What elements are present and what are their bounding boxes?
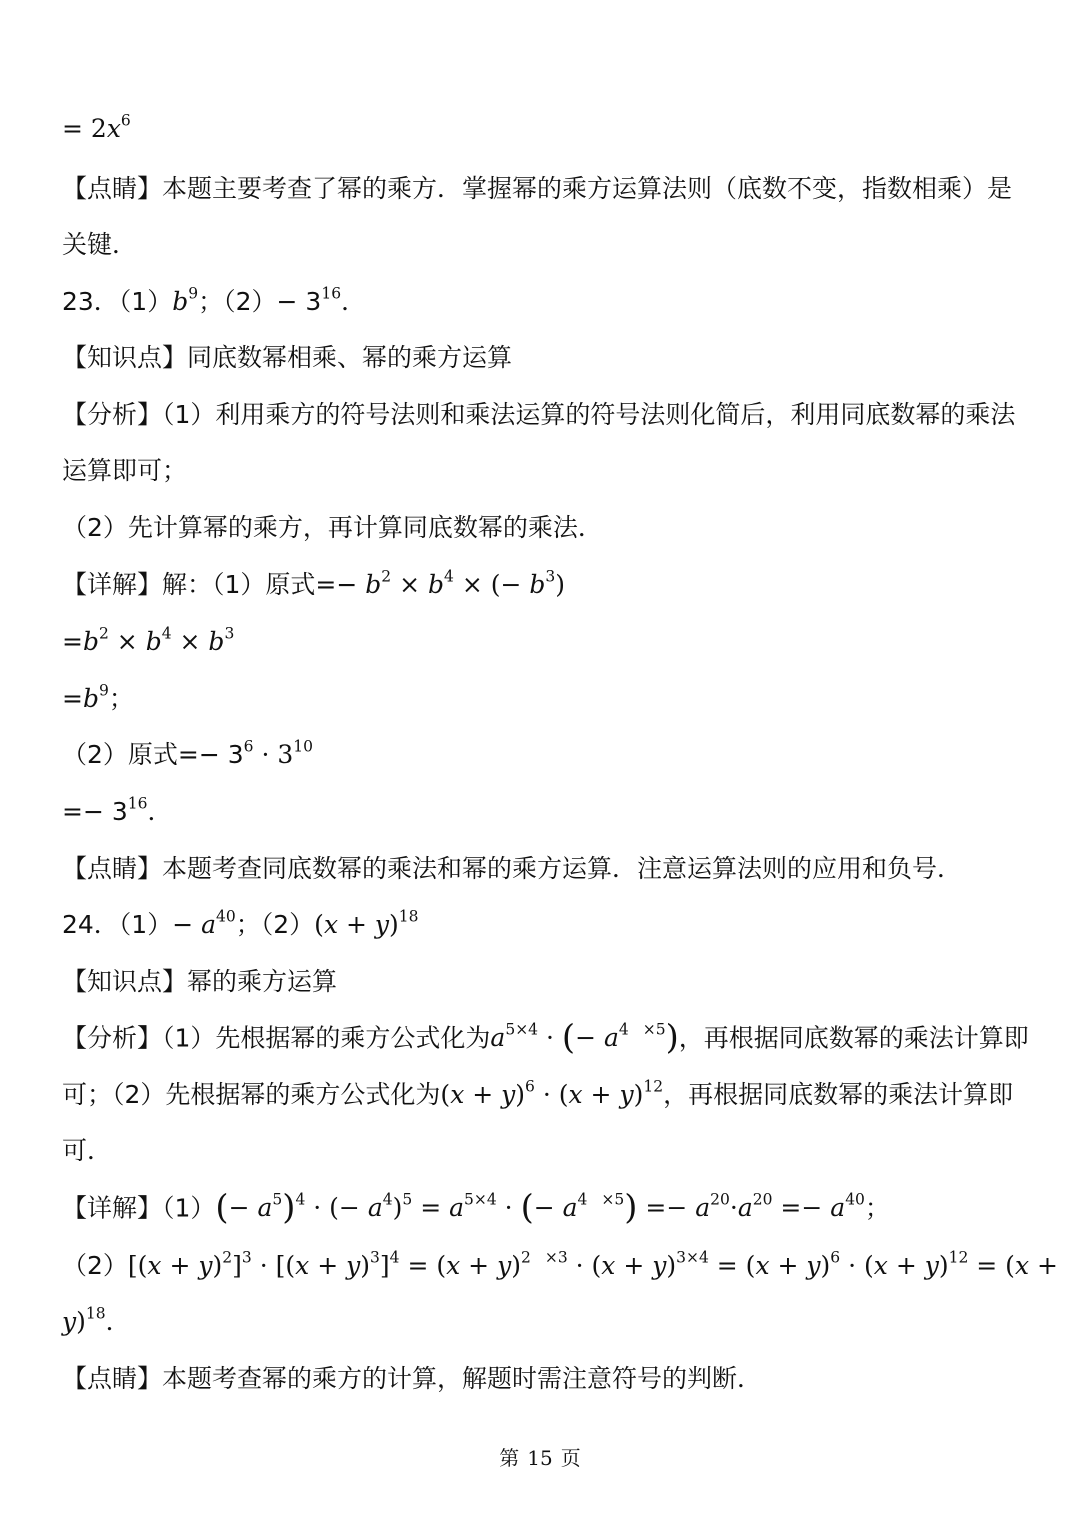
solution-24-part1: 【详解】$(1)(- a^5)^4$ · (− $a^4)^5 = a^{5\times 4}$ · (− $a^4$ $^{\times 5}) =- a^{20}\cdot a^{20} =- a^{40}$； bbox=[62, 1188, 890, 1227]
knowledge-point-24: 【知识点】幂的乘方运算 bbox=[62, 967, 338, 996]
analysis-23: 【分析】（1）利用乘方的符号法则和乘法运算的符号法则化简后，利用同底数幂的乘法 bbox=[62, 400, 1016, 429]
analysis-23-part2: （2）先计算幂的乘方，再计算同底数幂的乘法． bbox=[62, 513, 603, 542]
solution-23-part2-step2: =− $3^{16}$． bbox=[62, 794, 173, 826]
analysis-23-cont: 运算即可； bbox=[62, 456, 188, 485]
solution-23-part2-step1: （2）原式=− $3^6 \cdot 3^{10}$ bbox=[62, 737, 314, 769]
comment-paragraph-cont: 关键． bbox=[62, 230, 138, 259]
analysis-24: 【分析】（1）先根据幂的乘方公式化为$a^{5\times 4}$ · (− $a^4$ $^{\times 5}$)，再根据同底数幂的乘法计算即 bbox=[62, 1018, 1029, 1057]
page-number: 15 bbox=[527, 1446, 553, 1470]
solution-23-step1: 【详解】解：（1）原式=− $b^2 \times b^4$ × (− $b^3$) bbox=[62, 567, 566, 599]
page-footer: 第 15 页 bbox=[499, 1446, 581, 1470]
comment-paragraph: 【点睛】本题主要考查了幂的乘方．掌握幂的乘方运算法则（底数不变，指数相乘）是 bbox=[62, 174, 1013, 203]
analysis-24-cont: 可；（2）先根据幂的乘方公式化为$(x + y)^6 \cdot (x + y)^{12}$，再根据同底数幂的乘法计算即 bbox=[62, 1077, 1014, 1109]
question-24-answer: 24．$(1)- a^{40}$；$(2)(x + y)^{18}$ bbox=[62, 907, 419, 939]
question-23-answer: 23．$(1)b^9$；$(2)- 3^{16}$． bbox=[62, 284, 367, 316]
analysis-24-end: 可． bbox=[62, 1136, 113, 1165]
solution-23-step2: $=b^2 \times b^4 \times b^3$ bbox=[62, 624, 235, 656]
solution-23-step3: $=b^9$； bbox=[62, 681, 134, 713]
solution-24-part2-cont: y)$^{18}$． bbox=[62, 1304, 131, 1336]
solution-24-part2: $(2)[(x + y)^2]^3 \cdot [(x + y)^3]^4 = (x + y)^2$ $^{\times 3} \cdot (x + y)^{3\times 4} = (x + y)^6 \cdot (x + y)^{12} = (x$ + bbox=[62, 1248, 1058, 1280]
comment-23: 【点睛】本题考查同底数幂的乘法和幂的乘方运算．注意运算法则的应用和负号． bbox=[62, 854, 963, 883]
knowledge-point-23: 【知识点】同底数幂相乘、幂的乘方运算 bbox=[62, 343, 513, 372]
result-line: = $2x^6$ bbox=[62, 111, 131, 143]
comment-24: 【点睛】本题考查幂的乘方的计算，解题时需注意符号的判断． bbox=[62, 1364, 763, 1393]
